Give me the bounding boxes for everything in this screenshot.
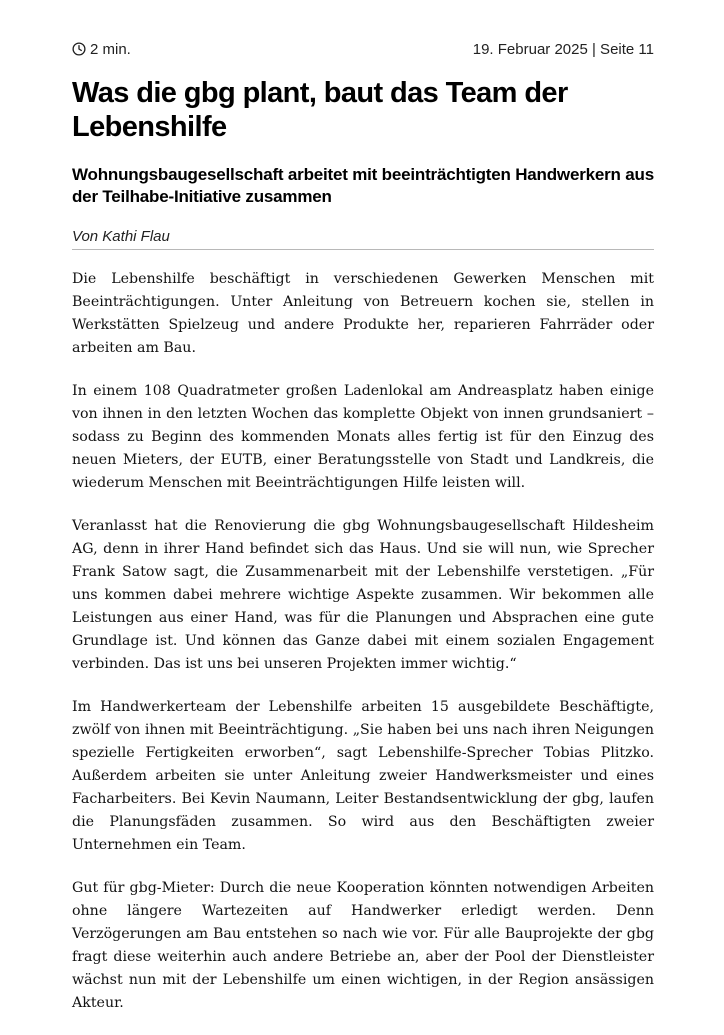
article-page: [72, 36, 654, 1035]
clock-icon: [72, 42, 86, 56]
article-body: [72, 268, 654, 1015]
article-paragraph: In einem 108 Quadratmeter großen Ladenlokal am Andreasplatz haben einige von ihnen in den letzten Wochen das komplette Objekt von innen grundsaniert – sodass zu Beginn des kommenden Monats alles fertig ist für den Einzug des neuen Mieters, der EUTB, einer Beratungsstelle von Stadt und Landkreis, die wiederum Menschen mit Beeinträchtigungen Hilfe leisten will.: [72, 383, 654, 491]
article-paragraph: Die Lebenshilfe beschäftigt in verschiedenen Gewerken Menschen mit Beeinträchtigungen. Unter Anleitung von Betreuern kochen sie, stellen in Werkstätten Spielzeug und andere Produkte her, reparieren Fahrräder oder arbeiten am Bau.: [72, 271, 654, 356]
article-headline: Was die gbg plant, baut das Team der Lebenshilfe: [72, 77, 568, 143]
read-time: [72, 41, 131, 58]
article-byline: Von Kathi Flau: [72, 228, 654, 250]
article-paragraph: Veranlasst hat die Renovierung die gbg Wohnungsbaugesellschaft Hildesheim AG, denn in ihrer Hand befindet sich das Haus. Und sie will nun, wie Sprecher Frank Satow sagt, die Zusammenarbeit mit der Lebenshilfe verstetigen. „Für uns kommen dabei mehrere wichtige Aspekte zusammen. Wir bekommen alle Leistungen aus einer Hand, was für die Planungen und Absprachen eine gute Grundlage ist. Und können das Ganze dabei mit einem sozialen Engagement verbinden. Das ist uns bei unseren Projekten immer wichtig.“: [72, 518, 654, 672]
article-paragraph: Gut für gbg-Mieter: Durch die neue Kooperation könnten notwendigen Arbeiten ohne längere Wartezeiten auf Handwerker erledigt werden. Denn Verzögerungen am Bau entstehen so nach wie vor. Für alle Bauprojekte der gbg fragt diese weiterhin auch andere Betriebe an, aber der Pool der Dienstleister wächst nun mit der Lebenshilfe um einen wichtigen, in der Region ansässigen Akteur.: [72, 880, 654, 1011]
meta-row: [72, 36, 654, 62]
read-time-label: 2 min.: [90, 40, 131, 58]
article-paragraph: Im Handwerkerteam der Lebenshilfe arbeiten 15 ausgebildete Beschäftigte, zwölf von ihnen mit Beeinträchtigung. „Sie haben bei uns nach ihren Neigungen spezielle Fertigkeiten erworben“, sagt Lebenshilfe-Sprecher Tobias Plitzko. Außerdem arbeiten sie unter Anleitung zweier Handwerksmeister und eines Facharbeiters. Bei Kevin Naumann, Leiter Bestandsentwicklung der gbg, laufen die Planungsfäden zusammen. So wird aus den Beschäftigten zweier Unternehmen ein Team.: [72, 699, 654, 853]
article-subheadline: Wohnungsbaugesellschaft arbeitet mit beeinträchtigten Handwerkern aus der Teilhabe-Initiative zusammen: [72, 165, 654, 206]
date-page-label: 19. Februar 2025 | Seite 11: [472, 40, 654, 58]
